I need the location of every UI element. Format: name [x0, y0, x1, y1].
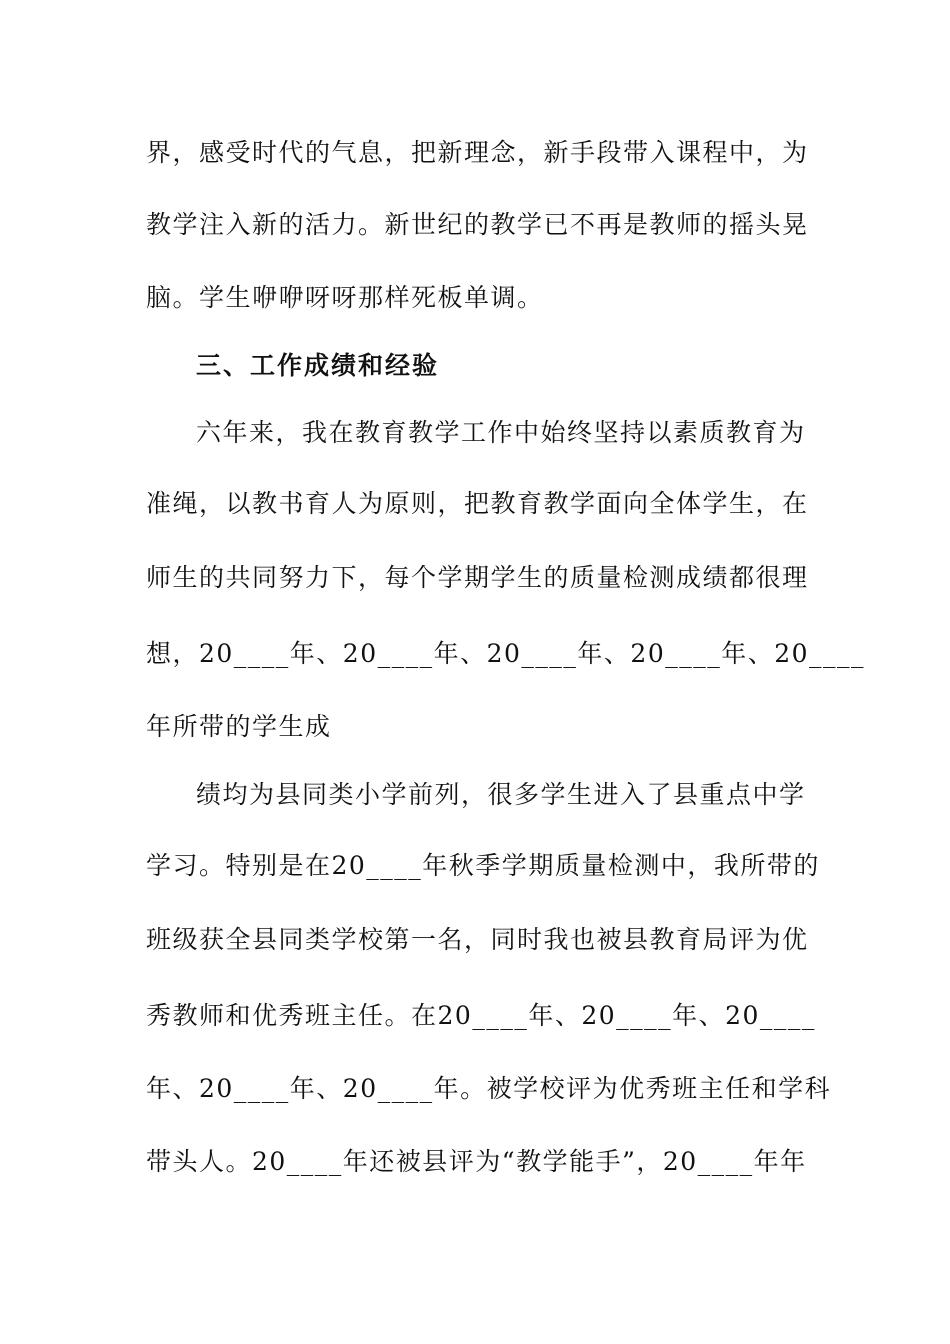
paragraph-line-13: 秀教师和优秀班主任。在20____年、20____年、20____ — [146, 1001, 816, 1030]
paragraph-line-15: 带头人。20____年还被县评为“教学能手”，20____年年 — [146, 1147, 807, 1176]
section-heading: 三、工作成绩和经验 — [196, 351, 440, 380]
paragraph-line-1: 界，感受时代的气息，把新理念，新手段带入课程中，为 — [146, 138, 809, 167]
paragraph-line-5: 六年来，我在教育教学工作中始终坚持以素质教育为 — [196, 418, 806, 447]
paragraph-line-3: 脑。学生咿咿呀呀那样死板单调。 — [146, 283, 544, 312]
paragraph-line-14: 年、20____年、20____年。被学校评为优秀班主任和学科 — [146, 1074, 832, 1103]
paragraph-line-8: 想，20____年、20____年、20____年、20____年、20____ — [146, 639, 866, 668]
paragraph-line-11: 学习。特别是在20____年秋季学期质量检测中，我所带的 — [146, 851, 820, 880]
paragraph-line-12: 班级获全县同类学校第一名，同时我也被县教育局评为优 — [146, 925, 809, 954]
paragraph-line-2: 教学注入新的活力。新世纪的教学已不再是教师的摇头晃 — [146, 210, 809, 239]
paragraph-line-10: 绩均为县同类小学前列，很多学生进入了县重点中学 — [196, 780, 806, 809]
paragraph-line-9: 年所带的学生成 — [146, 712, 332, 741]
paragraph-line-7: 师生的共同努力下，每个学期学生的质量检测成绩都很理 — [146, 563, 809, 592]
paragraph-line-6: 准绳，以教书育人为原则，把教育教学面向全体学生，在 — [146, 489, 809, 518]
